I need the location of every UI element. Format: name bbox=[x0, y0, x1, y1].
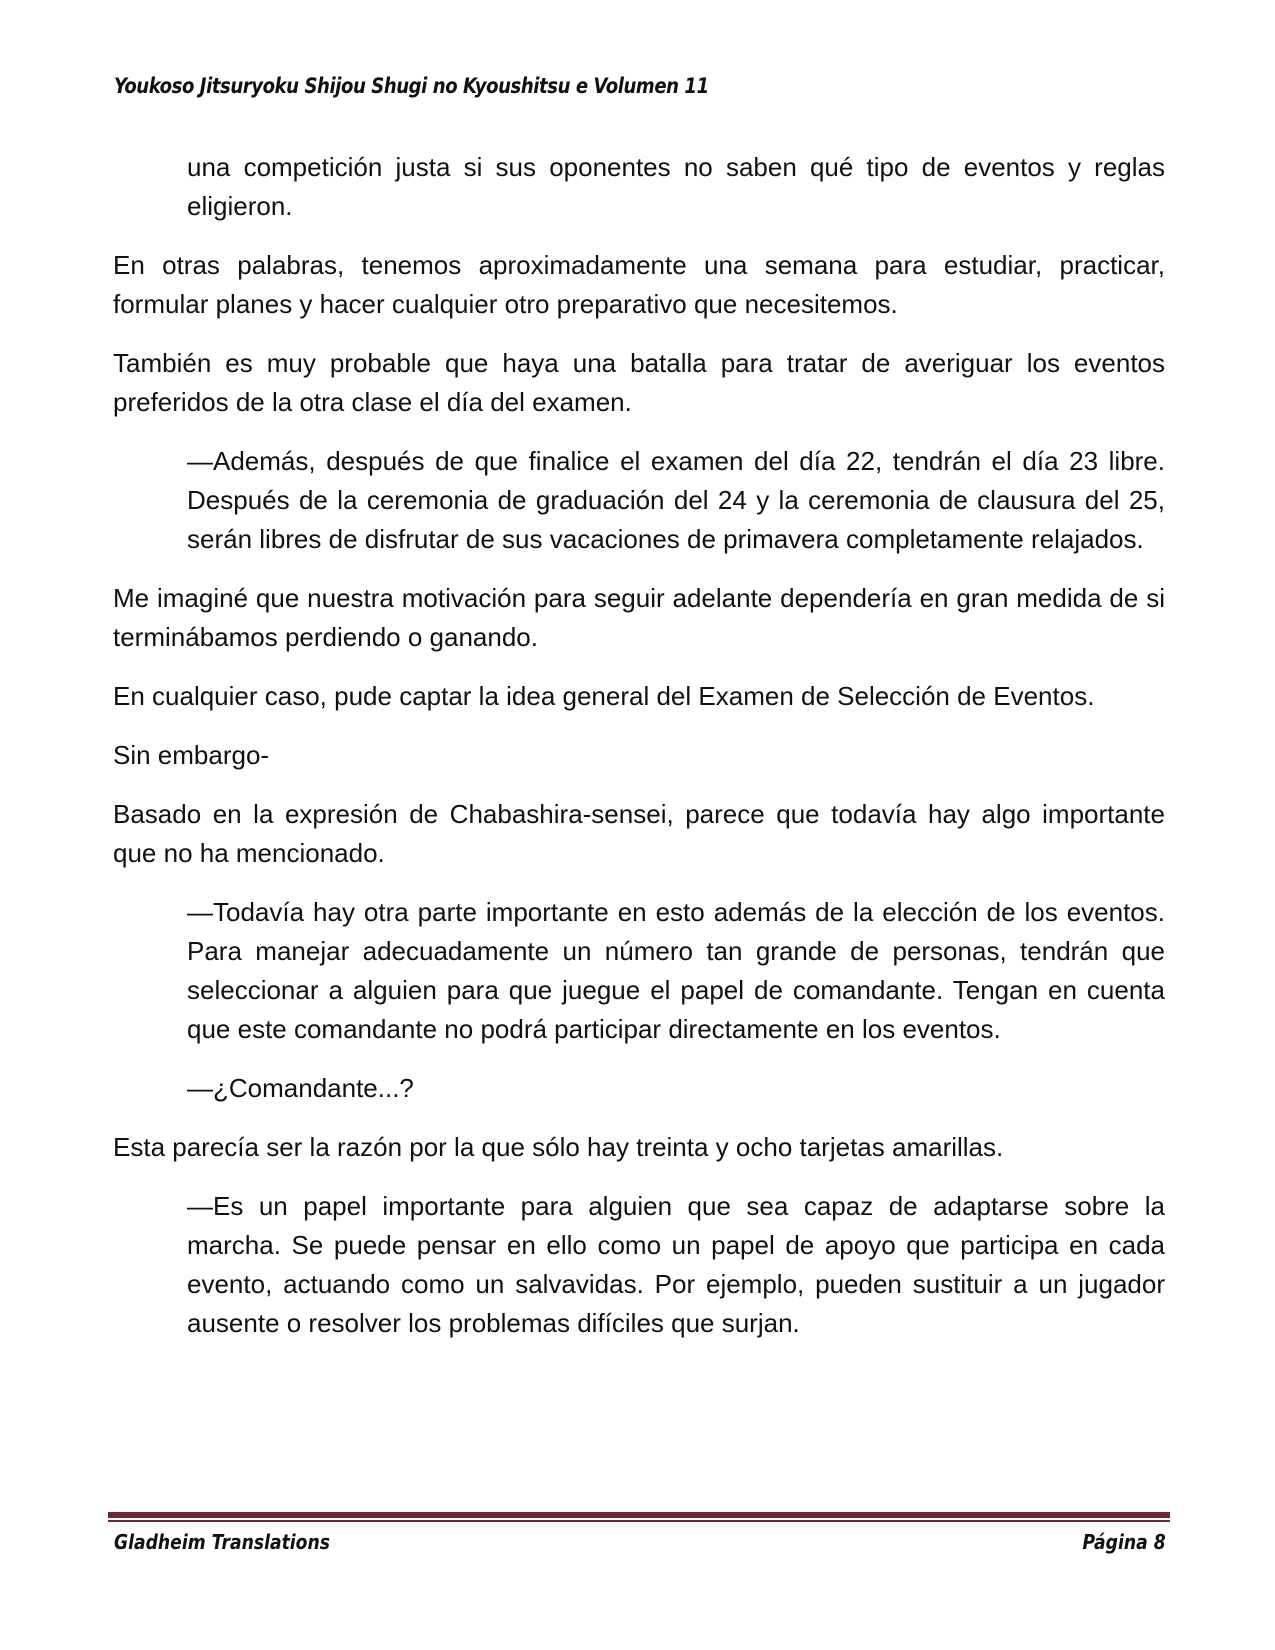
paragraph: —¿Comandante...? bbox=[187, 1073, 414, 1103]
page-body bbox=[113, 148, 1165, 1363]
footer-translator: Gladheim Translations bbox=[114, 1530, 330, 1554]
running-footer bbox=[114, 1530, 1166, 1554]
paragraph: En cualquier caso, pude captar la idea general del Examen de Selección de Eventos. bbox=[113, 681, 1095, 711]
footer-rule-thick bbox=[108, 1512, 1170, 1518]
paragraph: —Además, después de que finalice el examen del día 22, tendrán el día 23 libre. Después de la ceremonia de graduación del 24 y la ceremonia de clausura del 25, serán libres de disfrutar de sus vacaciones de primavera completamente relajados. bbox=[187, 446, 1165, 554]
paragraph: —Es un papel importante para alguien que sea capaz de adaptarse sobre la marcha. Se puede pensar en ello como un papel de apoyo que participa en cada evento, actuando como un salvavidas. Por ejemplo, pueden sustituir a un jugador ausente o resolver los problemas difíciles que surjan. bbox=[187, 1191, 1165, 1338]
paragraph: —Todavía hay otra parte importante en esto además de la elección de los eventos. Para manejar adecuadamente un número tan grande de personas, tendrán que seleccionar a alguien para que juegue el papel de comandante. Tengan en cuenta que este comandante no podrá participar directamente en los eventos. bbox=[187, 897, 1165, 1044]
page-number: Página 8 bbox=[1082, 1530, 1166, 1554]
paragraph: Esta parecía ser la razón por la que sólo hay treinta y ocho tarjetas amarillas. bbox=[113, 1132, 1004, 1162]
paragraph: una competición justa si sus oponentes no saben qué tipo de eventos y reglas eligieron. bbox=[187, 152, 1165, 221]
paragraph: Sin embargo- bbox=[113, 740, 270, 770]
paragraph: Me imaginé que nuestra motivación para seguir adelante dependería en gran medida de si terminábamos perdiendo o ganando. bbox=[113, 583, 1165, 652]
paragraph: Basado en la expresión de Chabashira-sensei, parece que todavía hay algo importante que no ha mencionado. bbox=[113, 799, 1165, 868]
paragraph: También es muy probable que haya una batalla para tratar de averiguar los eventos preferidos de la otra clase el día del examen. bbox=[113, 348, 1165, 417]
footer-rule-thin bbox=[108, 1520, 1170, 1522]
paragraph: En otras palabras, tenemos aproximadamente una semana para estudiar, practicar, formular planes y hacer cualquier otro preparativo que necesitemos. bbox=[113, 250, 1165, 319]
running-header: Youkoso Jitsuryoku Shijou Shugi no Kyoushitsu e Volumen 11 bbox=[114, 74, 709, 98]
